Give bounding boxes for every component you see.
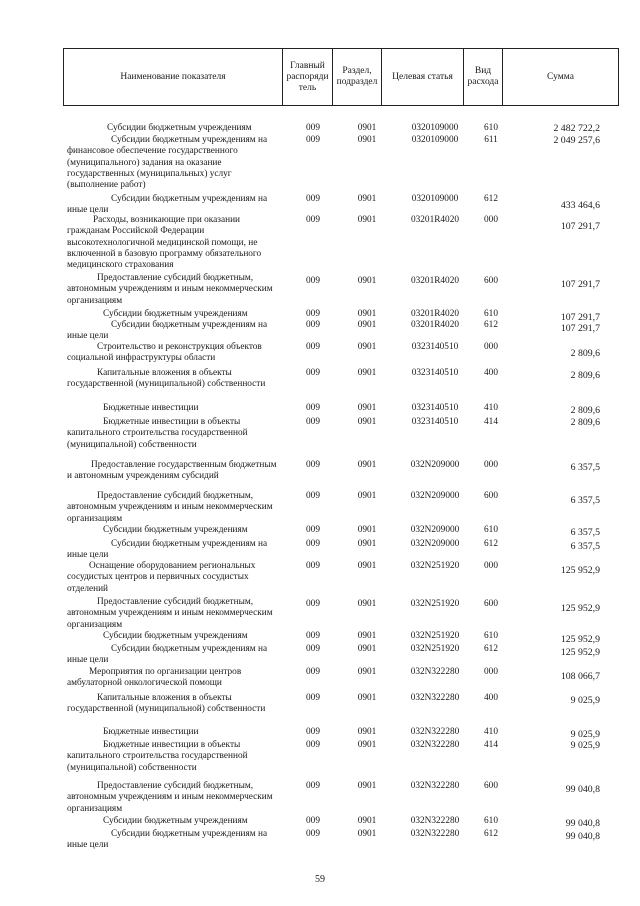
row-target: 032N322280 [410, 816, 460, 826]
row-sum: 108 066,7 [560, 671, 600, 682]
row-section: 0901 [357, 342, 377, 352]
row-sum: 107 291,7 [560, 323, 600, 334]
row-expense-type: 612 [484, 320, 498, 330]
row-target: 03201R4020 [410, 309, 460, 319]
header-name: Наименование показателя [64, 49, 283, 106]
row-name-line: иные цели [67, 840, 109, 851]
row-target: 032N251920 [410, 561, 460, 571]
header-section: Раздел, подраздел [333, 49, 382, 106]
row-indicator-name [67, 561, 281, 595]
row-name-line: Предоставление субсидий бюджетным, [97, 273, 254, 283]
row-name-line: организациям [67, 295, 123, 306]
row-section: 0901 [357, 276, 377, 286]
row-indicator-name [67, 215, 281, 271]
row-target: 032N251920 [410, 644, 460, 654]
row-section: 0901 [357, 740, 377, 750]
row-section: 0901 [357, 491, 377, 501]
row-sum: 2 049 257,6 [553, 135, 600, 146]
row-indicator-name [67, 403, 281, 414]
row-chief: 009 [306, 631, 320, 641]
row-section: 0901 [357, 667, 377, 677]
row-name-line: Предоставление субсидий бюджетным, [97, 491, 254, 501]
row-name-line: автономным учреждениям и иным некоммерческим [67, 608, 273, 619]
row-sum: 125 952,9 [560, 565, 600, 576]
row-sum: 2 809,6 [570, 405, 600, 416]
row-indicator-name [67, 740, 281, 774]
row-chief: 009 [306, 539, 320, 549]
row-section: 0901 [357, 539, 377, 549]
row-indicator-name [67, 781, 281, 815]
row-target: 0323140510 [411, 368, 459, 378]
row-chief: 009 [306, 644, 320, 654]
row-indicator-name [67, 194, 281, 217]
row-section: 0901 [357, 561, 377, 571]
row-section: 0901 [357, 829, 377, 839]
row-expense-type: 600 [484, 276, 498, 286]
row-indicator-name [67, 597, 281, 631]
row-name-line: (муниципальной) собственности [67, 762, 197, 773]
row-chief: 009 [306, 599, 320, 609]
row-target: 0320109000 [411, 194, 459, 204]
row-target: 032N251920 [410, 631, 460, 641]
row-chief: 009 [306, 368, 320, 378]
row-target: 032N209000 [410, 491, 460, 501]
row-section: 0901 [357, 194, 377, 204]
row-expense-type: 612 [484, 194, 498, 204]
row-expense-type: 612 [484, 829, 498, 839]
row-section: 0901 [357, 460, 377, 470]
row-indicator-name [67, 309, 281, 320]
row-expense-type: 610 [484, 309, 498, 319]
row-sum: 433 464,6 [560, 200, 600, 211]
row-chief: 009 [306, 403, 320, 413]
row-target: 032N322280 [410, 781, 460, 791]
row-name-line: Субсидии бюджетным учреждениям на [111, 644, 268, 654]
header-target: Целевая статья [382, 49, 464, 106]
row-name-line: иные цели [67, 550, 109, 561]
row-expense-type: 414 [484, 417, 498, 427]
row-section: 0901 [357, 135, 377, 145]
row-indicator-name [67, 693, 281, 716]
row-section: 0901 [357, 403, 377, 413]
row-name-line: амбулаторной онкологической помощи [67, 678, 222, 689]
row-name-line: иные цели [67, 655, 109, 666]
row-name-line: включенной в базовую программу обязательного [67, 248, 262, 259]
row-name-line: Субсидии бюджетным учреждениям на [111, 829, 268, 839]
row-target: 032N251920 [410, 599, 460, 609]
row-name-line: (муниципального) задания на оказание [67, 157, 222, 168]
row-sum: 9 025,9 [570, 695, 600, 706]
row-sum: 2 482 722,2 [553, 123, 600, 134]
row-name-line: отделений [67, 583, 109, 594]
row-sum: 6 357,5 [570, 527, 600, 538]
row-indicator-name [67, 320, 281, 343]
row-expense-type: 600 [484, 781, 498, 791]
row-sum: 6 357,5 [570, 495, 600, 506]
row-expense-type: 414 [484, 740, 498, 750]
row-expense-type: 612 [484, 539, 498, 549]
row-expense-type: 610 [484, 816, 498, 826]
row-section: 0901 [357, 816, 377, 826]
row-name-line: организациям [67, 619, 123, 630]
row-name-line: (выполнение работ) [67, 180, 146, 191]
row-chief: 009 [306, 816, 320, 826]
row-name-line: Оснащение оборудованием региональных [89, 561, 256, 571]
header-sum: Сумма [503, 49, 619, 106]
row-name-line: финансовое обеспечение государственного [67, 146, 238, 157]
row-section: 0901 [357, 693, 377, 703]
row-name-line: сосудистых центров и первичных сосудистых [67, 572, 249, 583]
row-indicator-name [67, 539, 281, 562]
row-section: 0901 [357, 320, 377, 330]
row-chief: 009 [306, 491, 320, 501]
row-sum: 6 357,5 [570, 541, 600, 552]
row-target: 032N322280 [410, 667, 460, 677]
row-name-line: социальной инфраструктуры области [67, 353, 216, 364]
row-expense-type: 612 [484, 644, 498, 654]
row-chief: 009 [306, 693, 320, 703]
row-name-line: организациям [67, 803, 123, 814]
row-sum: 99 040,8 [565, 818, 600, 829]
row-name-line: Капитальные вложения в объекты [97, 368, 232, 378]
row-section: 0901 [357, 123, 377, 133]
row-name-line: Бюджетные инвестиции [103, 727, 199, 737]
row-name-line: Бюджетные инвестиции в объекты [103, 740, 241, 750]
row-target: 032N209000 [410, 539, 460, 549]
row-name-line: Субсидии бюджетным учреждениям на [111, 539, 268, 549]
row-sum: 2 809,6 [570, 417, 600, 428]
row-name-line: гражданам Российской Федерации [67, 226, 205, 237]
row-indicator-name [67, 368, 281, 391]
row-name-line: медицинского страхования [67, 260, 174, 271]
row-expense-type: 000 [484, 561, 498, 571]
row-chief: 009 [306, 342, 320, 352]
row-name-line: высокотехнологичной медицинской помощи, не [67, 237, 258, 248]
row-chief: 009 [306, 561, 320, 571]
row-target: 032N322280 [410, 829, 460, 839]
row-chief: 009 [306, 740, 320, 750]
row-chief: 009 [306, 829, 320, 839]
row-indicator-name [67, 273, 281, 307]
row-target: 03201R4020 [410, 320, 460, 330]
row-name-line: Капитальные вложения в объекты [97, 693, 232, 703]
row-name-line: Субсидии бюджетным учреждениям [103, 525, 248, 535]
row-sum: 125 952,9 [560, 634, 600, 645]
row-section: 0901 [357, 309, 377, 319]
row-name-line: иные цели [67, 331, 109, 342]
row-target: 032N209000 [410, 460, 460, 470]
row-indicator-name [67, 342, 281, 365]
row-chief: 009 [306, 460, 320, 470]
row-indicator-name [67, 135, 281, 191]
row-indicator-name [67, 123, 281, 134]
row-name-line: Субсидии бюджетным учреждениям [103, 631, 248, 641]
row-target: 0323140510 [411, 403, 459, 413]
row-expense-type: 410 [484, 727, 498, 737]
row-indicator-name [67, 631, 281, 642]
row-section: 0901 [357, 599, 377, 609]
row-name-line: автономным учреждениям и иным некоммерческим [67, 502, 273, 513]
row-sum: 125 952,9 [560, 647, 600, 658]
row-indicator-name [67, 491, 281, 525]
row-expense-type: 600 [484, 491, 498, 501]
row-indicator-name [67, 816, 281, 827]
row-section: 0901 [357, 727, 377, 737]
row-target: 032N322280 [410, 693, 460, 703]
row-sum: 9 025,9 [570, 740, 600, 751]
row-chief: 009 [306, 135, 320, 145]
row-chief: 009 [306, 781, 320, 791]
row-sum: 6 357,5 [570, 462, 600, 473]
row-expense-type: 611 [484, 135, 498, 145]
row-expense-type: 000 [484, 460, 498, 470]
row-expense-type: 400 [484, 368, 498, 378]
row-target: 0320109000 [411, 135, 459, 145]
header-chief: Главный распоряди тель [283, 49, 333, 106]
row-target: 03201R4020 [410, 215, 460, 225]
row-name-line: государственной (муниципальной) собственности [67, 379, 266, 390]
row-expense-type: 000 [484, 342, 498, 352]
row-name-line: организациям [67, 513, 123, 524]
row-target: 032N209000 [410, 525, 460, 535]
row-sum: 125 952,9 [560, 603, 600, 614]
row-indicator-name [67, 460, 281, 483]
row-sum: 99 040,8 [565, 784, 600, 795]
row-sum: 9 025,9 [570, 729, 600, 740]
row-expense-type: 610 [484, 123, 498, 133]
row-expense-type: 400 [484, 693, 498, 703]
row-indicator-name [67, 667, 281, 690]
row-name-line: Строительство и реконструкция объектов [97, 342, 262, 352]
row-indicator-name [67, 525, 281, 536]
header-type: Вид расхода [464, 49, 503, 106]
row-name-line: Расходы, возникающие при оказании [93, 215, 241, 225]
row-target: 0323140510 [411, 342, 459, 352]
row-name-line: Субсидии бюджетным учреждениям [107, 123, 252, 133]
row-section: 0901 [357, 525, 377, 535]
row-sum: 107 291,7 [560, 279, 600, 290]
row-target: 0320109000 [411, 123, 459, 133]
row-name-line: автономным учреждениям и иным некоммерческим [67, 284, 273, 295]
row-section: 0901 [357, 631, 377, 641]
row-chief: 009 [306, 123, 320, 133]
row-sum: 99 040,8 [565, 831, 600, 842]
row-name-line: государственных (муниципальных) услуг [67, 168, 232, 179]
row-chief: 009 [306, 215, 320, 225]
row-name-line: Предоставление субсидий бюджетным, [97, 597, 254, 607]
row-name-line: Мероприятия по организации центров [89, 667, 242, 677]
row-name-line: Предоставление субсидий бюджетным, [97, 781, 254, 791]
row-name-line: и автономным учреждениям субсидий [67, 471, 219, 482]
row-chief: 009 [306, 194, 320, 204]
row-sum: 107 291,7 [560, 221, 600, 232]
row-expense-type: 610 [484, 525, 498, 535]
row-name-line: государственной (муниципальной) собственности [67, 704, 266, 715]
row-indicator-name [67, 417, 281, 451]
row-sum: 2 809,6 [570, 370, 600, 381]
row-section: 0901 [357, 368, 377, 378]
row-section: 0901 [357, 417, 377, 427]
row-chief: 009 [306, 320, 320, 330]
row-section: 0901 [357, 215, 377, 225]
row-name-line: Субсидии бюджетным учреждениям [103, 816, 248, 826]
row-target: 032N322280 [410, 727, 460, 737]
row-section: 0901 [357, 781, 377, 791]
row-sum: 107 291,7 [560, 312, 600, 323]
row-target: 032N322280 [410, 740, 460, 750]
row-name-line: Субсидии бюджетным учреждениям на [111, 194, 268, 204]
row-indicator-name [67, 829, 281, 852]
row-name-line: Субсидии бюджетным учреждениям на [111, 135, 268, 145]
row-expense-type: 600 [484, 599, 498, 609]
row-name-line: Бюджетные инвестиции в объекты [103, 417, 241, 427]
row-expense-type: 000 [484, 215, 498, 225]
row-name-line: капитального строительства государственной [67, 428, 248, 439]
row-name-line: Субсидии бюджетным учреждениям [103, 309, 248, 319]
row-name-line: автономным учреждениям и иным некоммерческим [67, 792, 273, 803]
row-chief: 009 [306, 727, 320, 737]
row-target: 03201R4020 [410, 276, 460, 286]
row-chief: 009 [306, 525, 320, 535]
row-name-line: Предоставление государственным бюджетным [91, 460, 277, 470]
page-number: 59 [315, 874, 325, 885]
row-indicator-name [67, 727, 281, 738]
row-chief: 009 [306, 667, 320, 677]
row-name-line: капитального строительства государственной [67, 751, 248, 762]
row-target: 0323140510 [411, 417, 459, 427]
row-sum: 2 809,6 [570, 348, 600, 359]
row-name-line: (муниципальной) собственности [67, 439, 197, 450]
row-chief: 009 [306, 309, 320, 319]
row-chief: 009 [306, 276, 320, 286]
row-expense-type: 410 [484, 403, 498, 413]
row-indicator-name [67, 644, 281, 667]
row-expense-type: 000 [484, 667, 498, 677]
row-name-line: иные цели [67, 205, 109, 216]
row-expense-type: 610 [484, 631, 498, 641]
row-chief: 009 [306, 417, 320, 427]
row-name-line: Бюджетные инвестиции [103, 403, 199, 413]
row-section: 0901 [357, 644, 377, 654]
row-name-line: Субсидии бюджетным учреждениям на [111, 320, 268, 330]
